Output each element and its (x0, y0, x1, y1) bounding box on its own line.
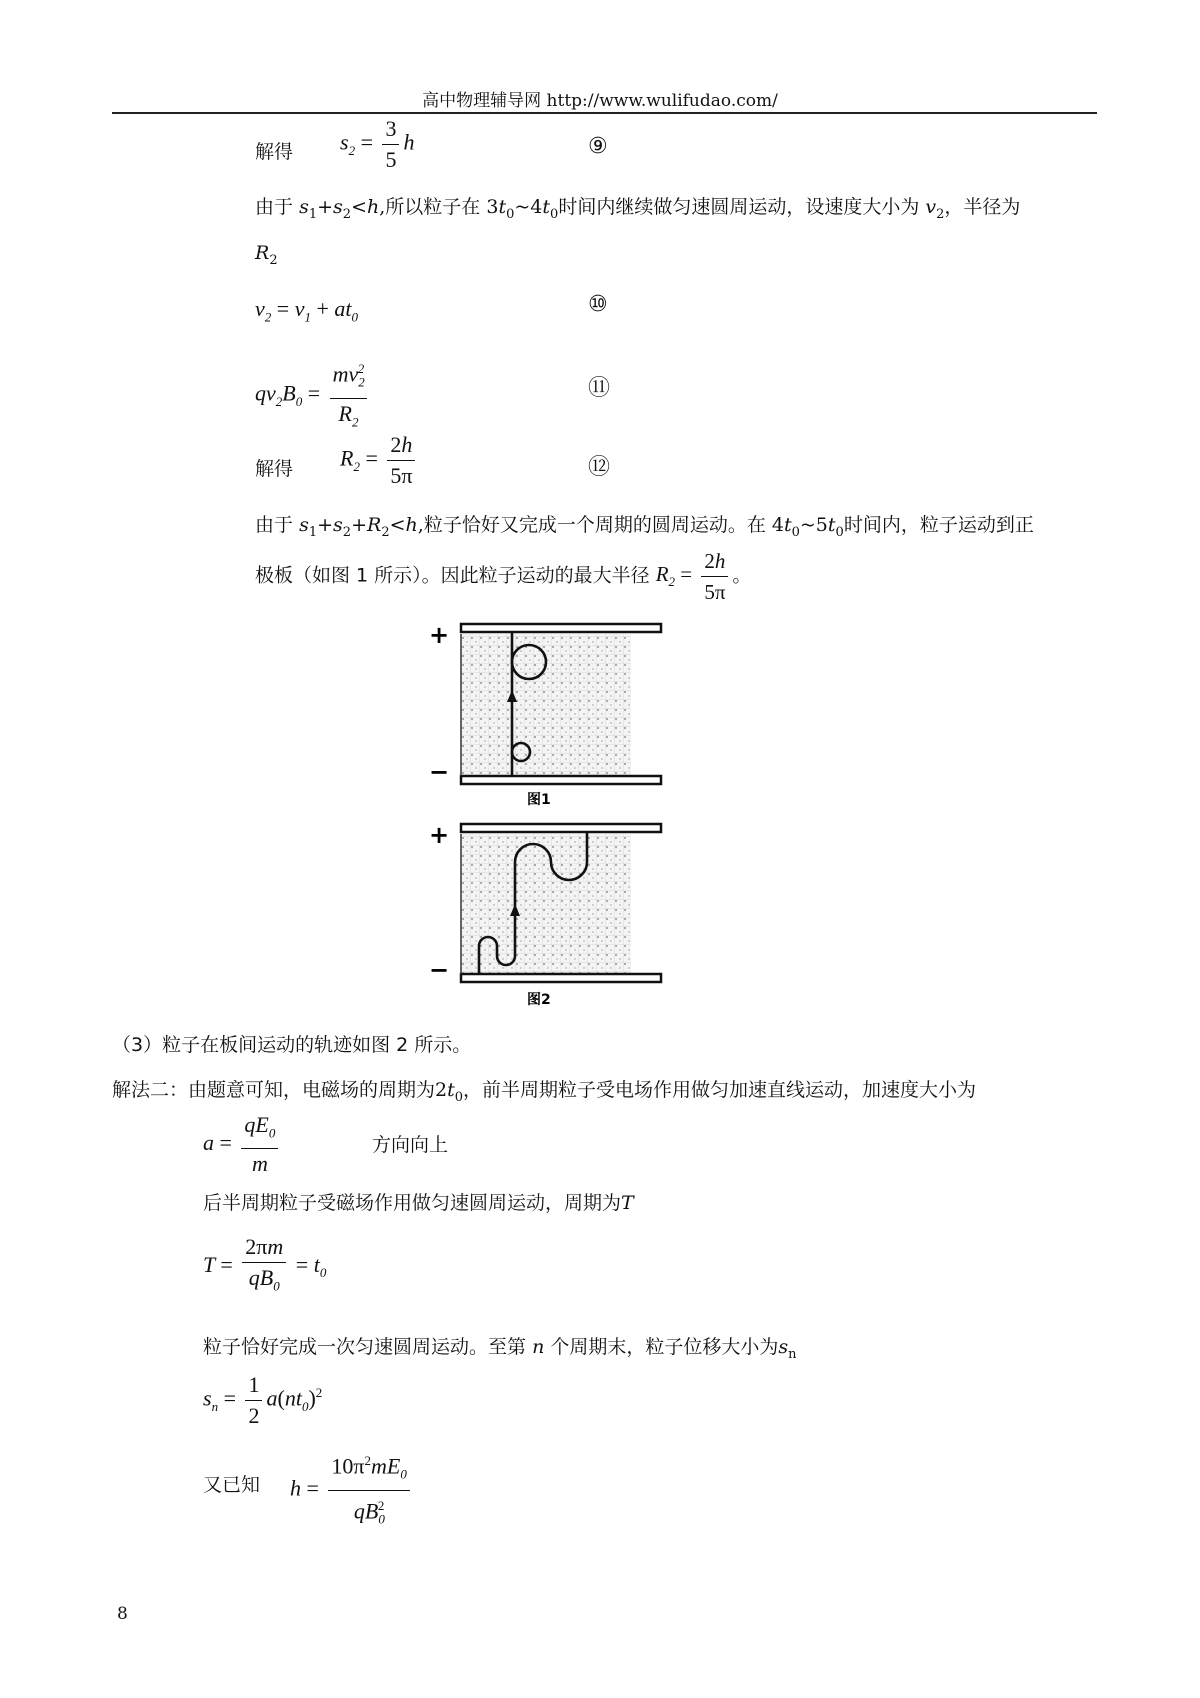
equation-mark-10: ⑩ (588, 292, 608, 317)
equation-r2: $R_2$ = $\frac{2h}{5\pi}$ (340, 432, 419, 489)
equation-v2: $v_2 = v_1 + at_0$ (255, 296, 358, 325)
text-r2: $R_2$ (255, 242, 278, 268)
equation-h: h = $\frac{10\pi^2mE_0}{qB_0^2}$ (290, 1448, 414, 1532)
minus-sign: − (429, 758, 450, 786)
equation-period: T = $\frac{2\pi m}{qB_0}$ = $t_0$ (203, 1234, 327, 1294)
equation-mark-12: ⑫ (588, 455, 611, 480)
text-paragraph-2: 由于 $s_1+s_2+R_2<h$,粒子恰好又完成一个周期的圆周运动。在 $4t_0\sim 5t_0$时间内，粒子运动到正 (255, 514, 1034, 540)
equation-displacement: $s_n$ = $\frac{1}{2}$ $a(nt_0)^2$ (203, 1372, 323, 1428)
header-rule (112, 112, 1097, 114)
negative-plate (461, 974, 661, 982)
text-paragraph-1: 由于 $s_1+s_2<h$,所以粒子在 $3t_0\sim 4t_0$时间内继续做匀速圆周运动，设速度大小为 $v_2$，半径为 (255, 196, 1021, 222)
page-header: 高中物理辅导网 http://www.wulifudao.com/ (422, 91, 778, 111)
text-method-2: 解法二：由题意可知，电磁场的周期为$2t_0$，前半周期粒子受电场作用做匀加速直线运动，加速度大小为 (112, 1079, 977, 1105)
text-paragraph-2b: 极板（如图 1 所示）。因此粒子运动的最大半径 $R_2$ = $\frac{2h}{5\pi}$ 。 (255, 549, 752, 604)
equation-mark-9: ⑨ (588, 134, 608, 159)
fig1-caption: 图1 (527, 792, 551, 808)
text-complete-circle: 粒子恰好完成一次匀速圆周运动。至第 n 个周期末，粒子位移大小为$s_n$ (203, 1336, 797, 1362)
label-jiede-1: 解得 (255, 141, 294, 163)
text-second-half: 后半周期粒子受磁场作用做匀速圆周运动，周期为T (203, 1192, 634, 1214)
positive-plate (461, 824, 661, 832)
negative-plate (461, 776, 661, 784)
text-part-3: （3）粒子在板间运动的轨迹如图 2 所示。 (112, 1034, 472, 1056)
equation-s2: $s_2$ = $\frac{3}{5}$ h (340, 116, 415, 172)
plus-sign: + (429, 821, 450, 849)
positive-plate (461, 624, 661, 632)
equation-mark-11: ⑪ (588, 376, 611, 401)
figure-1 (425, 618, 665, 808)
fig2-caption: 图2 (527, 992, 551, 1008)
page-number: 8 (117, 1604, 128, 1624)
equation-lorentz: $qv_2B_0$ = $\frac{mv_2^2}{R_2}$ (255, 356, 371, 435)
plus-sign: + (429, 621, 450, 649)
label-jiede-2: 解得 (255, 458, 294, 480)
minus-sign: − (429, 956, 450, 984)
figure-2 (425, 818, 665, 1008)
field-region (461, 834, 631, 974)
label-also-known: 又已知 (203, 1474, 261, 1496)
text-direction-up: 方向向上 (372, 1134, 449, 1156)
equation-acceleration: a = $\frac{qE_0}{m}$ (203, 1112, 282, 1177)
